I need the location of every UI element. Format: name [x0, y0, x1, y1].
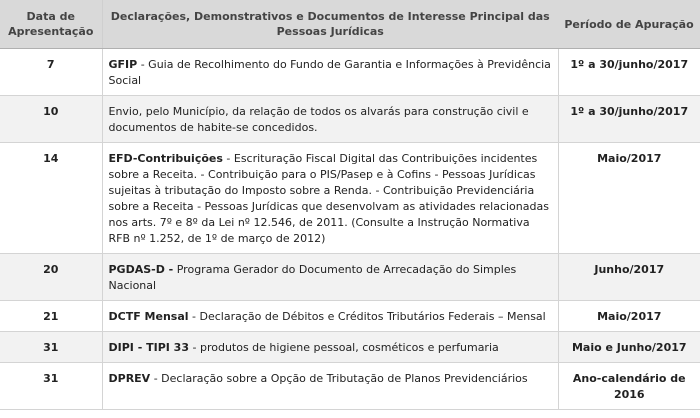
row-code: EFD-Contribuições	[108, 152, 223, 165]
table-row	[0, 301, 700, 332]
row-description	[102, 363, 558, 410]
row-text: - Declaração de Débitos e Créditos Tributários Federais – Mensal	[188, 310, 546, 323]
row-code: PGDAS-D -	[108, 263, 174, 276]
row-period: 1º a 30/junho/2017	[558, 96, 700, 143]
row-description	[102, 332, 558, 363]
table-row	[0, 254, 700, 301]
row-day: 20	[0, 254, 102, 301]
row-day: 7	[0, 49, 102, 96]
row-text: Envio, pelo Município, da relação de todos os alvarás para construção civil e documentos de habite-se concedidos.	[108, 105, 529, 134]
row-description	[102, 143, 558, 254]
row-day: 21	[0, 301, 102, 332]
header-period: Período de Apuração	[558, 0, 700, 49]
row-description	[102, 49, 558, 96]
row-period: Ano-calendário de 2016	[558, 363, 700, 410]
row-code: DPREV	[108, 372, 151, 385]
table-row	[0, 96, 700, 143]
row-text: - Guia de Recolhimento do Fundo de Garantia e Informações à Previdência Social	[108, 58, 551, 87]
row-description	[102, 254, 558, 301]
table-row	[0, 332, 700, 363]
row-period: Maio/2017	[558, 301, 700, 332]
row-period: Maio/2017	[558, 143, 700, 254]
row-period: 1º a 30/junho/2017	[558, 49, 700, 96]
row-code: DIPI - TIPI 33	[108, 341, 189, 354]
row-code: DCTF Mensal	[108, 310, 189, 323]
row-day: 31	[0, 363, 102, 410]
row-code: GFIP	[108, 58, 138, 71]
row-text: - Declaração sobre a Opção de Tributação de Planos Previdenciários	[150, 372, 528, 385]
row-period: Junho/2017	[558, 254, 700, 301]
table-row	[0, 143, 700, 254]
row-day: 31	[0, 332, 102, 363]
row-description	[102, 301, 558, 332]
row-description	[102, 96, 558, 143]
row-text: Programa Gerador do Documento de Arrecadação do Simples Nacional	[108, 263, 517, 292]
row-period: Maio e Junho/2017	[558, 332, 700, 363]
row-text: - Escrituração Fiscal Digital das Contribuições incidentes sobre a Receita. - Contribuição para o PIS/Pasep e à Cofins - Pessoas Jurídicas sujeitas à tributação do Imposto sobre a Renda. - Contribuição Previdenciária sobre a Receita - Pessoas Jurídicas que desenvolvam as atividades relacionadas nos arts. 7º e 8º da Lei nº 12.546, de 2011. (Consulte a Instrução Normativa RFB nº 1.252, de 1º de março de 2012)	[108, 152, 549, 245]
row-day: 14	[0, 143, 102, 254]
table-row	[0, 49, 700, 96]
row-day: 10	[0, 96, 102, 143]
header-description: Declarações, Demonstrativos e Documentos de Interesse Principal das Pessoas Jurídicas	[102, 0, 558, 49]
table-header-row	[0, 0, 700, 49]
row-text: - produtos de higiene pessoal, cosméticos e perfumaria	[189, 341, 499, 354]
table-row	[0, 363, 700, 410]
header-date: Data de Apresentação	[0, 0, 102, 49]
